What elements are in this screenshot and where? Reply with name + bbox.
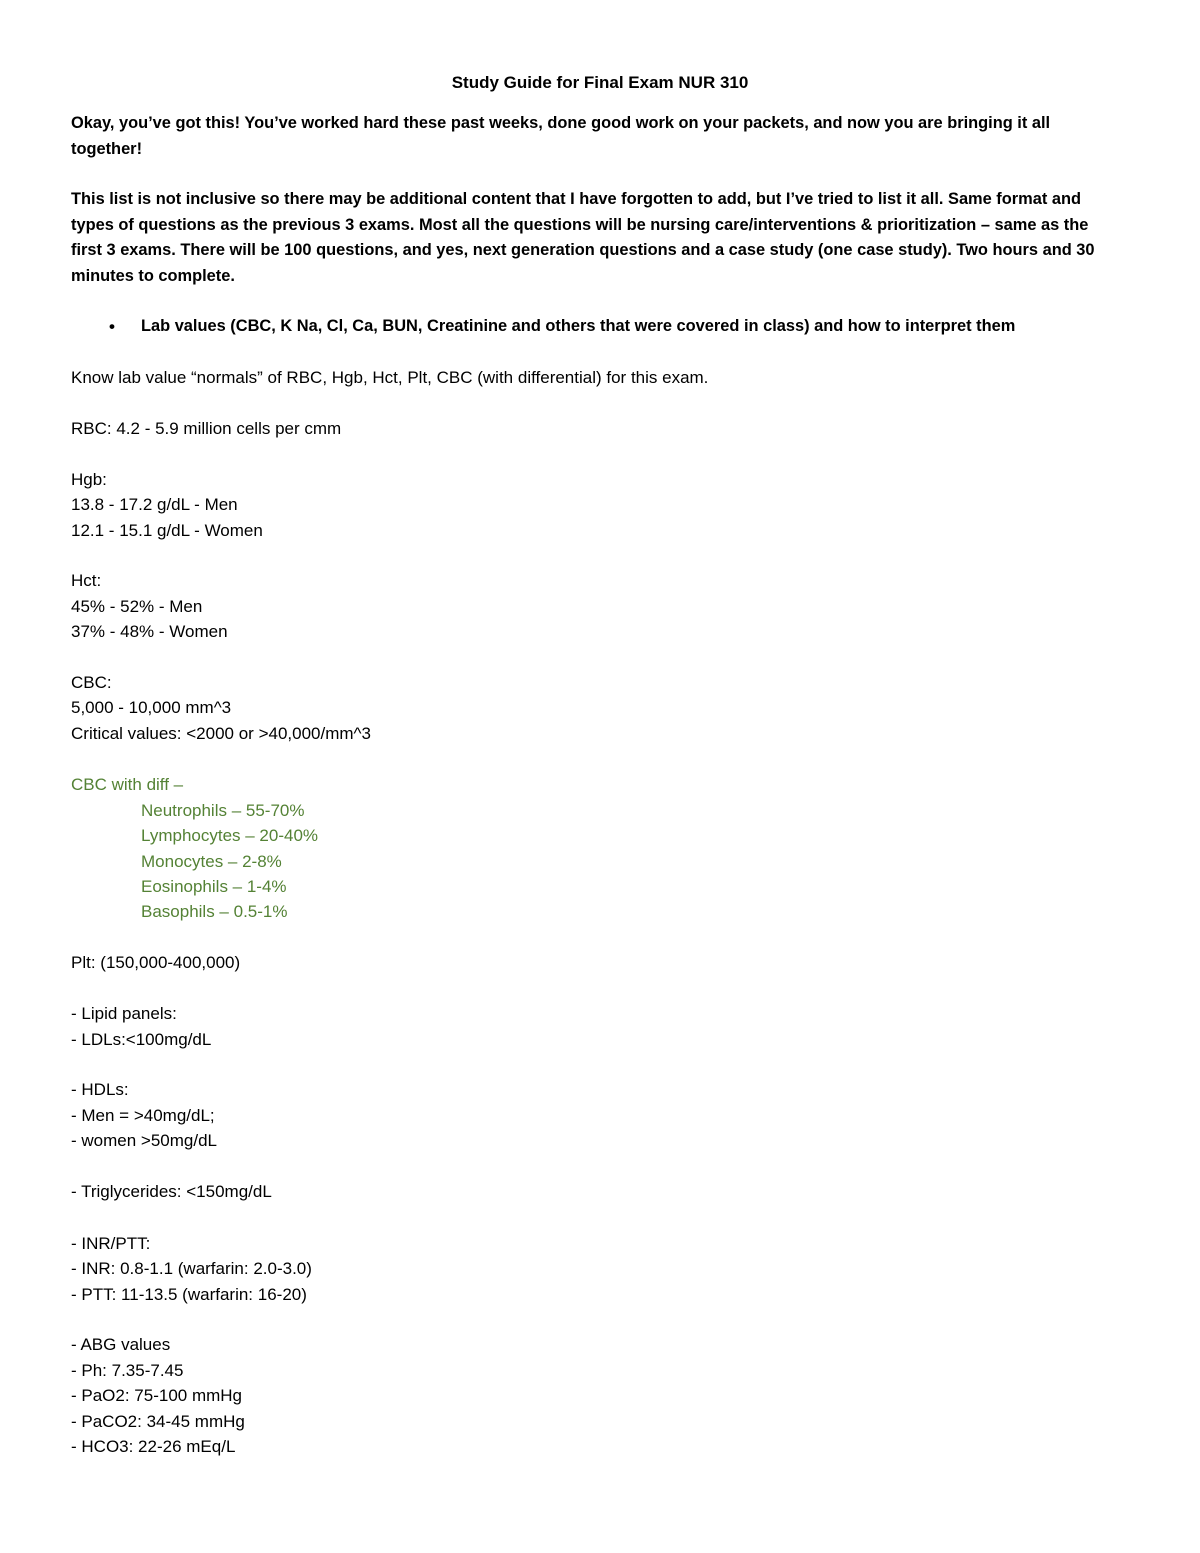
diff-item-basophils: Basophils – 0.5-1% [141, 902, 288, 921]
page-title: Study Guide for Final Exam NUR 310 [451, 73, 749, 92]
diff-item-neutrophils: Neutrophils – 55-70% [141, 801, 305, 820]
hct-heading: Hct: [71, 571, 102, 590]
intro-paragraph: Okay, you’ve got this! You’ve worked hard these past weeks, done good work on your packets, and now you are bringing it all together! [71, 114, 1051, 158]
lipid-heading: - Lipid panels: [71, 1004, 177, 1023]
triglycerides-range: - Triglycerides: <150mg/dL [71, 1182, 272, 1201]
abg-ph: - Ph: 7.35-7.45 [71, 1361, 184, 1380]
abg-pao2: - PaO2: 75-100 mmHg [71, 1386, 243, 1405]
diff-item-lymphocytes: Lymphocytes – 20-40% [141, 826, 319, 845]
abg-hco3: - HCO3: 22-26 mEq/L [71, 1437, 236, 1456]
rbc-range: RBC: 4.2 - 5.9 million cells per cmm [71, 419, 342, 438]
hgb-women: 12.1 - 15.1 g/dL - Women [71, 521, 263, 540]
hct-women: 37% - 48% - Women [71, 622, 228, 641]
hgb-heading: Hgb: [71, 470, 107, 489]
hct-men: 45% - 52% - Men [71, 597, 203, 616]
inr-range: - INR: 0.8-1.1 (warfarin: 2.0-3.0) [71, 1259, 312, 1278]
bullet-symbol: • [109, 317, 115, 336]
cbc-range: 5,000 - 10,000 mm^3 [71, 698, 232, 717]
abg-heading: - ABG values [71, 1335, 171, 1354]
hgb-men: 13.8 - 17.2 g/dL - Men [71, 495, 238, 514]
hdl-women: - women >50mg/dL [71, 1131, 217, 1150]
ptt-range: - PTT: 11-13.5 (warfarin: 16-20) [71, 1285, 307, 1304]
abg-paco2: - PaCO2: 34-45 mmHg [71, 1412, 245, 1431]
diff-item-eosinophils: Eosinophils – 1-4% [141, 877, 287, 896]
know-normals-line: Know lab value “normals” of RBC, Hgb, Hct, Plt, CBC (with differential) for this exam. [71, 368, 709, 387]
inr-ptt-heading: - INR/PTT: [71, 1234, 151, 1253]
cbc-diff-heading: CBC with diff – [71, 775, 184, 794]
plt-range: Plt: (150,000-400,000) [71, 953, 241, 972]
lab-values-bullet: Lab values (CBC, K Na, Cl, Ca, BUN, Creatinine and others that were covered in class) and how to interpret them [141, 317, 1016, 335]
instructions-paragraph: This list is not inclusive so there may be additional content that I have forgotten to add, but I’ve tried to list it all. Same format and types of questions as the previous 3 exams. Most all the questions will be nursing care/interventions & prioritization – same as the first 3 exams. There will be 100 questions, and yes, next generation questions and a case study (one case study). Two hours and 30 minutes to complete. [71, 190, 1095, 285]
cbc-heading: CBC: [71, 673, 112, 692]
ldl-range: - LDLs:<100mg/dL [71, 1030, 212, 1049]
hdl-men: - Men = >40mg/dL; [71, 1106, 215, 1125]
diff-item-monocytes: Monocytes – 2-8% [141, 852, 282, 871]
hdl-heading: - HDLs: [71, 1080, 129, 1099]
cbc-critical-values: Critical values: <2000 or >40,000/mm^3 [71, 724, 371, 743]
